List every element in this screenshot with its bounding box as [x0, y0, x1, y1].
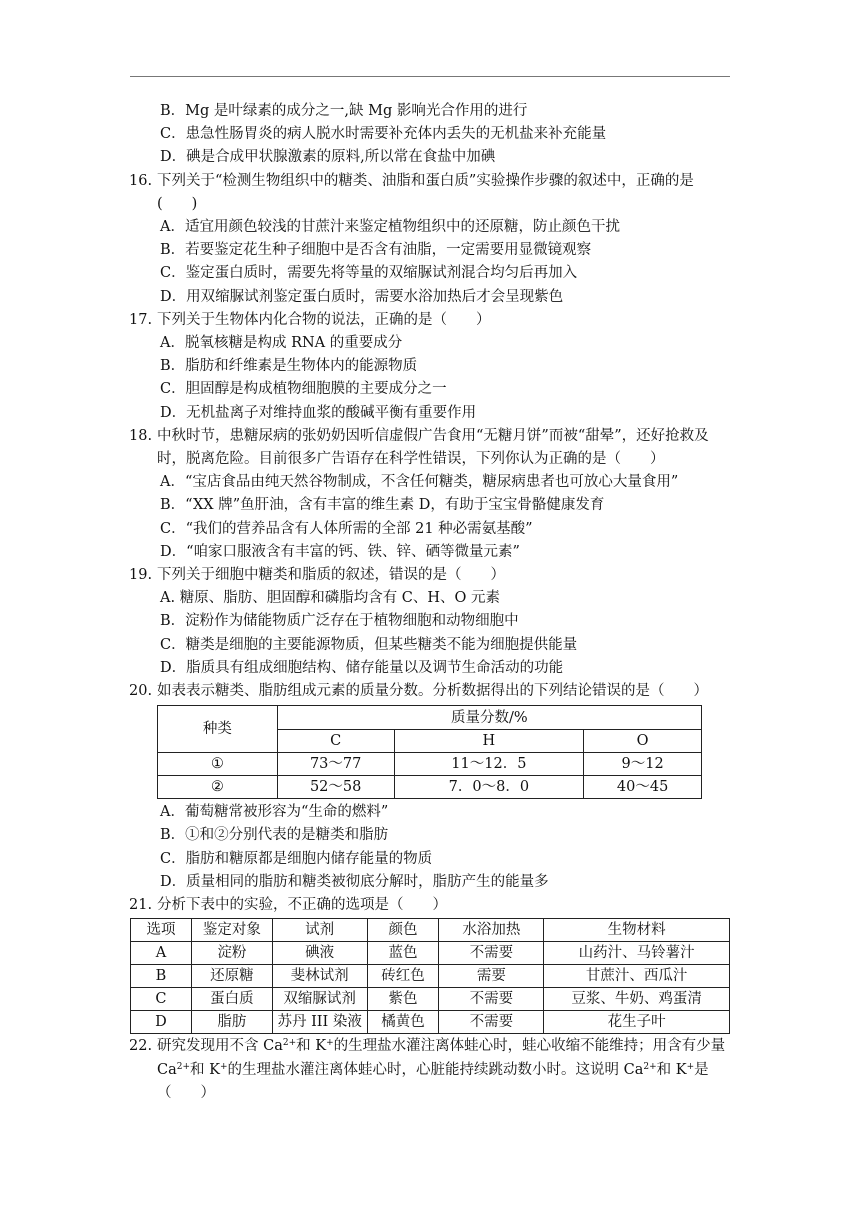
- question-17: [129, 309, 734, 425]
- table-cell: 斐林试剂: [272, 965, 367, 988]
- option-b: B．淀粉作为储能物质广泛存在于植物细胞和动物细胞中: [160, 613, 519, 630]
- question-number: 19.: [129, 567, 153, 584]
- table-cell: 52～58: [277, 776, 394, 799]
- table-cell: 甘蔗汁、西瓜汁: [544, 965, 730, 988]
- option-c: C．患急性肠胃炎的病人脱水时需要补充体内丢失的无机盐来补充能量: [160, 126, 607, 143]
- table-cell: B: [131, 965, 192, 988]
- table-cell: 橘黄色: [367, 1011, 439, 1034]
- text-fragment: 和 K: [656, 1061, 687, 1078]
- table-cell: 脂肪: [191, 1011, 272, 1034]
- table-cell: 73～77: [277, 753, 394, 776]
- table-cell: 11～12．5: [394, 753, 584, 776]
- question-number: 20.: [129, 683, 153, 700]
- table-header-row: [158, 706, 702, 730]
- question-20: [129, 680, 734, 894]
- table-cell: 砖红色: [367, 965, 439, 988]
- table-cell: 蛋白质: [191, 988, 272, 1011]
- table-header-cell: 水浴加热: [439, 919, 544, 942]
- question-18: [129, 425, 734, 564]
- question-number: 22.: [129, 1038, 153, 1055]
- option-a: A．适宜用颜色较浅的甘蔗汁来鉴定植物组织中的还原糖，防止颜色干扰: [160, 219, 620, 236]
- option-c: C．胆固醇是构成植物细胞膜的主要成分之一: [160, 381, 447, 398]
- question-22: [129, 1035, 734, 1105]
- table-cell: 7．0～8．0: [394, 776, 584, 799]
- option-b: B．若要鉴定花生种子细胞中是否含有油脂，一定需要用显微镜观察: [160, 242, 592, 259]
- option-d: D．质量相同的脂肪和糖类被彻底分解时，脂肪产生的能量多: [160, 873, 549, 890]
- question-text: 下列关于生物体内化合物的说法，正确的是（ ）: [157, 311, 491, 328]
- option-d: D．脂质具有组成细胞结构、储存能量以及调节生命活动的功能: [160, 659, 564, 676]
- option-c: C．脂肪和糖原都是细胞内储存能量的物质: [160, 850, 433, 867]
- table-cell: 紫色: [367, 988, 439, 1011]
- option-d: D．碘是合成甲状腺激素的原料,所以常在食盐中加碘: [160, 149, 496, 166]
- table-header-cell: 颜色: [367, 919, 439, 942]
- table-cell: 蓝色: [367, 942, 439, 965]
- table-row: [131, 942, 730, 965]
- table-cell: 40～45: [584, 776, 702, 799]
- table-cell: 豆浆、牛奶、鸡蛋清: [544, 988, 730, 1011]
- table-header-cell: H: [394, 729, 584, 753]
- table-cell: 还原糖: [191, 965, 272, 988]
- table-header-cell: 选项: [131, 919, 192, 942]
- question-text: [157, 1038, 725, 1100]
- option-b: B．Mg 是叶绿素的成分之一,缺 Mg 影响光合作用的进行: [160, 103, 528, 119]
- option-d: D．“咱家口服液含有丰富的钙、铁、锌、硒等微量元素”: [160, 543, 520, 560]
- table-cell: C: [131, 988, 192, 1011]
- table-header-cell: 质量分数/%: [277, 706, 701, 730]
- question-stem: [129, 170, 734, 216]
- question-text: 下列关于细胞中糖类和脂质的叙述，错误的是（ ）: [157, 567, 505, 584]
- table-cell: ①: [158, 753, 278, 776]
- text-fragment: 的生理盐水灌注离体蛙心时，心脏能持续跳动数小时。这说明 Ca: [227, 1061, 644, 1078]
- question-number: 17.: [129, 311, 153, 328]
- table-cell: 山药汁、马铃薯汁: [544, 942, 730, 965]
- table-header-cell: O: [584, 729, 702, 753]
- ion-charge: 2+: [643, 1061, 657, 1072]
- question-text: 如表表示糖类、脂肪组成元素的质量分数。分析数据得出的下列结论错误的是（ ）: [157, 683, 708, 700]
- table-row: [131, 1011, 730, 1034]
- text-fragment: 和 K: [296, 1038, 327, 1055]
- option-a: A．“宝店食品由纯天然谷物制成，不含任何糖类，糖尿病患者也可放心大量食用”: [160, 474, 679, 491]
- question-text: 分析下表中的实验，不正确的选项是（ ）: [157, 897, 447, 914]
- question-text: 下列关于“检测生物组织中的糖类、油脂和蛋白质”实验操作步骤的叙述中，正确的是( ): [157, 172, 694, 212]
- text-fragment: 是（ ）: [157, 1061, 709, 1101]
- question-text: 中秋时节，患糖尿病的张奶奶因听信虚假广告食用“无糖月饼”而被“甜晕”，还好抢救及时，脱离危险。目前很多广告语存在科学性错误，下列你认为正确的是（ ）: [157, 427, 709, 468]
- question-stem: [129, 1035, 734, 1105]
- question-stem: [129, 309, 734, 332]
- ion-charge: +: [219, 1061, 228, 1072]
- header-rule: [130, 76, 730, 77]
- table-row: [131, 988, 730, 1011]
- table-header-cell: 试剂: [272, 919, 367, 942]
- table-cell: 碘液: [272, 942, 367, 965]
- option-d: D．用双缩脲试剂鉴定蛋白质时，需要水浴加热后才会呈现紫色: [160, 288, 564, 305]
- question-stem: [129, 425, 734, 471]
- table-cell: ②: [158, 776, 278, 799]
- option-b: B．脂肪和纤维素是生物体内的能源物质: [160, 358, 418, 375]
- exam-page: [129, 100, 734, 1105]
- question-16: [129, 170, 734, 309]
- option-c: C．糖类是细胞的主要能源物质，但某些糖类不能为细胞提供能量: [160, 636, 578, 653]
- option-d: D．无机盐离子对维持血浆的酸碱平衡有重要作用: [160, 404, 477, 421]
- question-stem: [129, 564, 734, 587]
- question-21: [129, 894, 734, 1034]
- table-cell: D: [131, 1011, 192, 1034]
- table-header-cell: 生物材料: [544, 919, 730, 942]
- text-fragment: 和 K: [190, 1061, 220, 1078]
- table-cell: A: [131, 942, 192, 965]
- option-c: C．鉴定蛋白质时，需要先将等量的双缩脲试剂混合均匀后再加入: [160, 265, 578, 282]
- option-b: B．①和②分别代表的是糖类和脂肪: [160, 827, 389, 844]
- table-header-cell: 种类: [158, 706, 278, 753]
- table-cell: 淀粉: [191, 942, 272, 965]
- question-15-options: [129, 100, 734, 170]
- table-cell: 需要: [439, 965, 544, 988]
- ion-charge: +: [686, 1061, 695, 1072]
- table-cell: 不需要: [439, 988, 544, 1011]
- option-c: C．“我们的营养品含有人体所需的全部 21 种必需氨基酸”: [160, 520, 533, 537]
- text-fragment: 研究发现用不含 Ca: [157, 1038, 283, 1055]
- table-header-row: [131, 919, 730, 942]
- option-a: A．葡萄糖常被形容为“生命的燃料”: [160, 804, 389, 821]
- ion-charge: +: [326, 1038, 334, 1049]
- text-fragment: 的生理盐水灌注离体蛙心时，蛙心收缩不能维持；用含有少量 Ca: [157, 1038, 726, 1078]
- question-number: 16.: [129, 172, 153, 189]
- table-row: [158, 753, 702, 776]
- option-a: A．脱氧核糖是构成 RNA 的重要成分: [160, 335, 403, 352]
- question-19: [129, 564, 734, 680]
- table-cell: 花生子叶: [544, 1011, 730, 1034]
- experiment-table: [130, 918, 730, 1034]
- option-a: A. 糖原、脂肪、胆固醇和磷脂均含有 C、H、O 元素: [160, 590, 501, 607]
- table-cell: 不需要: [439, 1011, 544, 1034]
- ion-charge: 2+: [282, 1038, 297, 1049]
- table-row: [158, 776, 702, 799]
- table-row: [131, 965, 730, 988]
- table-cell: 不需要: [439, 942, 544, 965]
- table-cell: 9～12: [584, 753, 702, 776]
- ion-charge: 2+: [176, 1061, 191, 1072]
- table-cell: 苏丹 III 染液: [272, 1011, 367, 1034]
- element-mass-table: [157, 705, 702, 799]
- table-header-cell: 鉴定对象: [191, 919, 272, 942]
- question-number: 18.: [129, 427, 153, 444]
- question-stem: [129, 680, 734, 703]
- table-header-cell: C: [277, 729, 394, 753]
- question-number: 21.: [129, 897, 153, 914]
- table-cell: 双缩脲试剂: [272, 988, 367, 1011]
- question-stem: [129, 894, 734, 917]
- option-b: B．“XX 牌”鱼肝油，含有丰富的维生素 D，有助于宝宝骨骼健康发育: [160, 497, 605, 514]
